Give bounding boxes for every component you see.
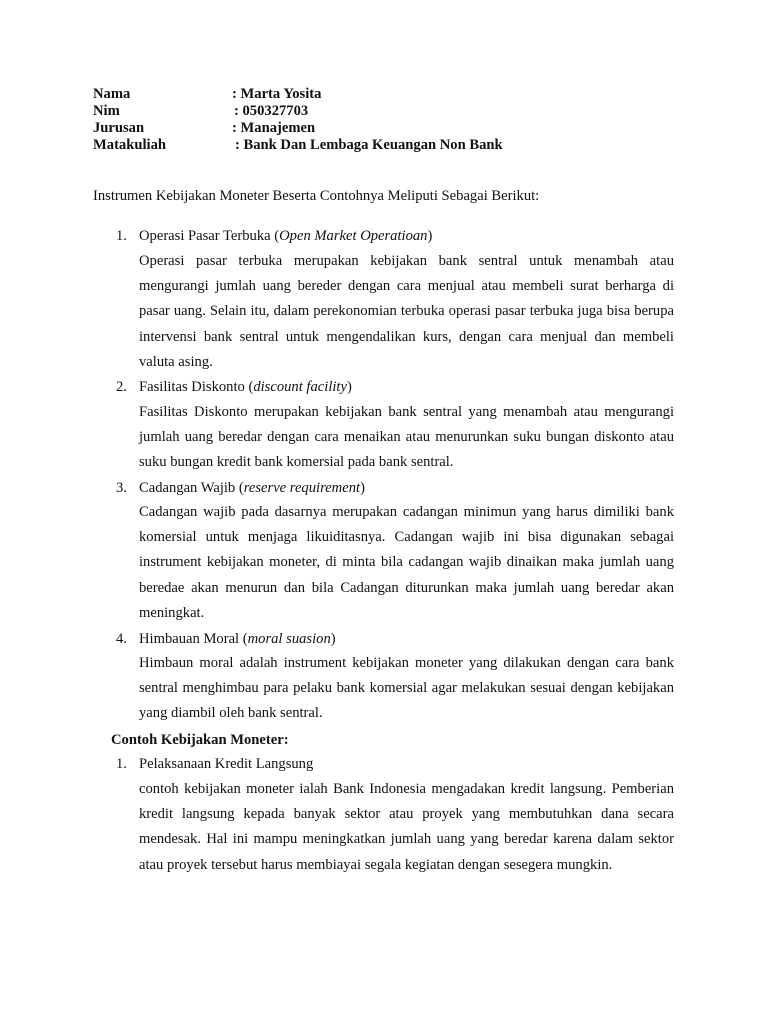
item-title-italic: reserve requirement xyxy=(243,480,361,496)
item-title-italic: Open Market Operatioan xyxy=(279,228,428,244)
item-title-end: ) xyxy=(330,631,336,647)
item-title-text: Himbauan Moral ( xyxy=(139,631,248,647)
info-row-matakuliah xyxy=(93,137,693,154)
item-body: Cadangan wajib pada dasarnya merupakan cadangan minimun yang harus dimiliki bank komersial untuk menjaga likuiditasnya. Cadangan wajib ini bisa digunakan sebagai instrument kebijakan moneter, di minta bila cadangan wajib dinaikan maka jumlah uang beredae akan menurun dan bila Cadangan diturunkan maka jumlah uang beredar akan meningkat. xyxy=(139,504,674,621)
section-heading-contoh: Contoh Kebijakan Moneter: xyxy=(111,732,289,748)
item-number: 4. xyxy=(116,631,127,647)
item-title-end: ) xyxy=(360,480,365,496)
info-row-jurusan xyxy=(93,120,693,137)
item-title-end: ) xyxy=(346,379,352,395)
info-value: : Bank Dan Lembaga Keuangan Non Bank xyxy=(235,137,503,153)
item-title-text: Cadangan Wajib ( xyxy=(139,480,244,496)
example-title-kredit-langsung: Pelaksanaan Kredit Langsung xyxy=(139,756,314,772)
item-title-italic: moral suasion xyxy=(247,631,331,647)
info-label: Nama xyxy=(93,86,131,102)
student-info xyxy=(93,86,693,154)
info-label: Matakuliah xyxy=(93,137,166,153)
item-body: Operasi pasar terbuka merupakan kebijakan bank sentral untuk menambah atau mengurangi jumlah uang bereder dengan cara menjual atau membeli surat berharga di pasar uang. Selain itu, dalam perekonomian terbuka operasi pasar terbuka juga bisa berupa intervensi bank sentral untuk mengendalikan kurs, dengan cara menjual dan membeli valuta asing. xyxy=(139,253,674,370)
info-row-nim xyxy=(93,103,693,120)
intro-sentence: Instrumen Kebijakan Moneter Beserta Contohnya Meliputi Sebagai Berikut: xyxy=(93,188,540,204)
info-row-nama xyxy=(93,86,693,103)
item-title-end: ) xyxy=(427,228,433,244)
info-label: Jurusan xyxy=(93,120,145,136)
example-number: 1. xyxy=(116,756,127,772)
item-body: Fasilitas Diskonto merupakan kebijakan bank sentral yang menambah atau mengurangi jumlah uang beredar dengan cara menaikan atau menurunkan suku bungan diskonto atau suku bungan kredit bank komersial pada bank sentral. xyxy=(139,404,674,471)
item-number: 1. xyxy=(116,228,127,244)
item-title-text: Operasi Pasar Terbuka ( xyxy=(139,228,280,244)
example-body: contoh kebijakan moneter ialah Bank Indonesia mengadakan kredit langsung. Pemberian kredit langsung kepada banyak sektor atau proyek yang membutuhkan dana secara mendesak. Hal ini mampu meningkatkan jumlah uang yang beredar karena dalam sektor atau proyek tersebut harus membiayai segala kegiatan dengan sesegera mungkin. xyxy=(139,781,674,873)
info-value: : Marta Yosita xyxy=(232,86,322,102)
item-body: Himbaun moral adalah instrument kebijakan moneter yang dilakukan dengan cara bank sentral menghimbau para pelaku bank komersial agar melakukan sesuai dengan kebijakan yang diambil oleh bank sentral. xyxy=(139,655,674,722)
info-label: Nim xyxy=(93,103,120,119)
item-number: 2. xyxy=(116,379,127,395)
info-value: : Manajemen xyxy=(232,120,316,136)
item-title-himbauan-moral xyxy=(139,629,336,649)
item-title-fasilitas-diskonto xyxy=(139,377,352,397)
info-value: : 050327703 xyxy=(234,103,309,119)
item-title-operasi-pasar-terbuka xyxy=(139,226,432,246)
item-number: 3. xyxy=(116,480,127,496)
item-title-cadangan-wajib xyxy=(139,478,365,498)
item-title-italic: discount facility xyxy=(253,379,347,395)
item-title-text: Fasilitas Diskonto ( xyxy=(139,379,254,395)
